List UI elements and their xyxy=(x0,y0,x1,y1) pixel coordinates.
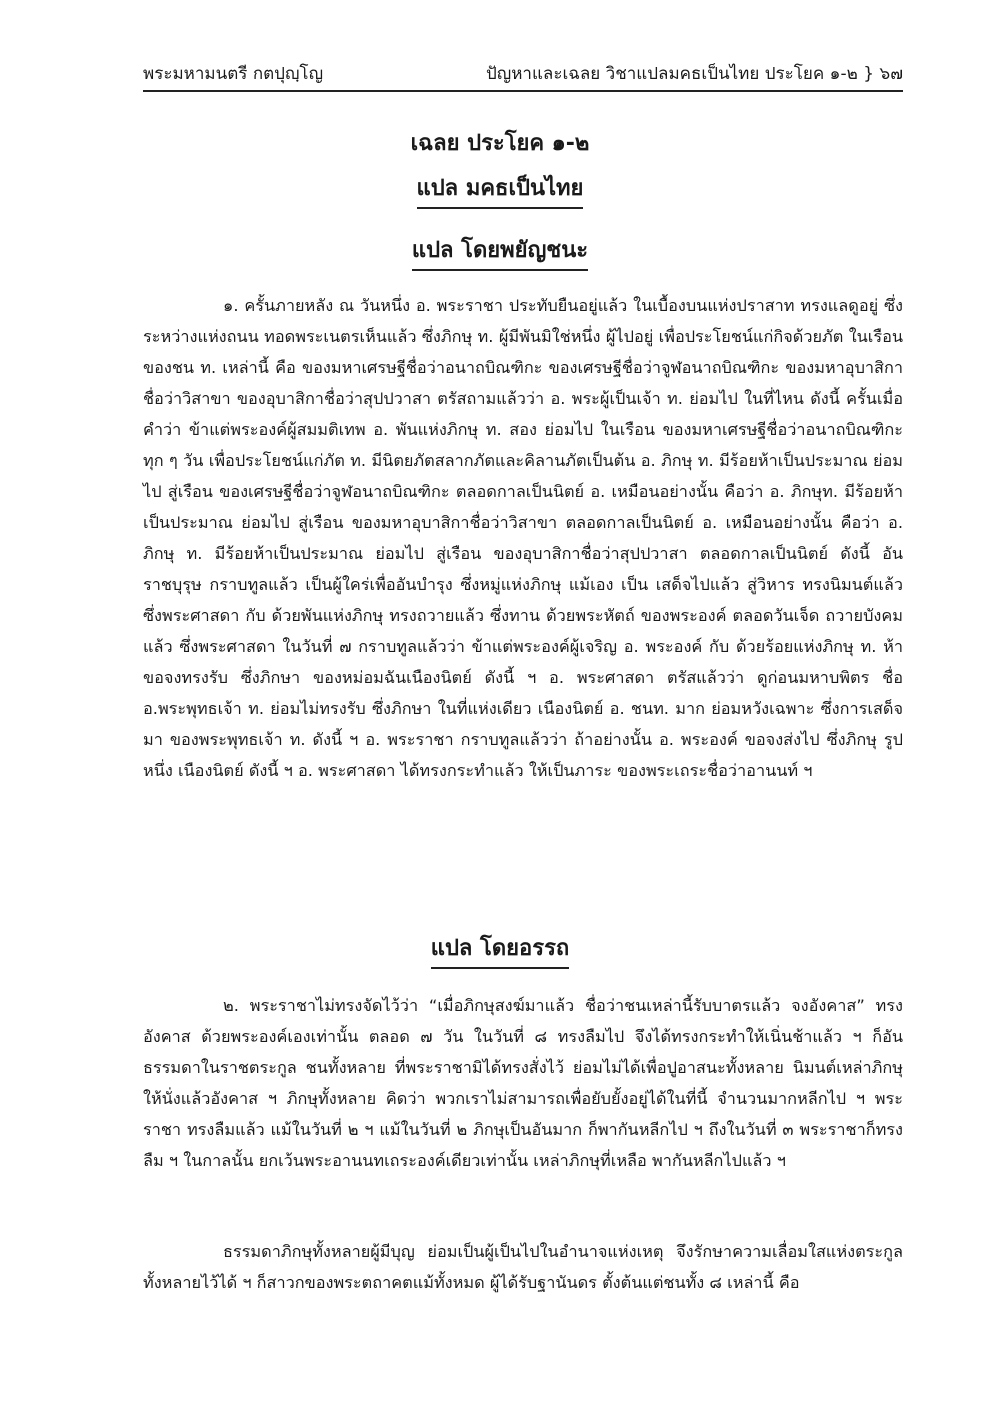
subtitle-text: แปล มคธเป็นไทย xyxy=(417,170,584,209)
header-author: พระมหามนตรี กตปุญฺโญ xyxy=(143,64,324,84)
paragraph-2: ๒. พระราชาไม่ทรงจัดไว้ว่า “เมื่อภิกษุสงฆ์มาแล้ว ชื่อว่าชนเหล่านี้รับบาตรแล้ว จงอังคาส” ทรงอังคาส ด้วยพระองค์เองเท่านั้น ตลอด ๗ วัน ในวันที่ ๘ ทรงลืมไป จึงได้ทรงกระทำให้เนิ่นช้าแล้ว ฯ ก็อันธรรมดาในราชตระกูล ชนทั้งหลาย ที่พระราชามิได้ทรงสั่งไว้ ย่อมไม่ได้เพื่อปูอาสนะทั้งหลาย นิมนต์เหล่าภิกษุให้นั่งแล้วอังคาส ฯ ภิกษุทั้งหลาย คิดว่า พวกเราไม่สามารถเพื่อยับยั้งอยู่ได้ในที่นี้ จำนวนมากหลีกไป ฯ พระราชา ทรงลืมแล้ว แม้ในวันที่ ๒ ฯ แม้ในวันที่ ๒ ภิกษุเป็นอันมาก ก็พากันหลีกไป ฯ ถึงในวันที่ ๓ พระราชาก็ทรงลืม ฯ ในกาลนั้น ยกเว้นพระอานนทเถระองค์เดียวเท่านั้น เหล่าภิกษุที่เหลือ พากันหลีกไปแล้ว ฯ xyxy=(143,996,903,1170)
section-heading-meaning xyxy=(0,930,1000,969)
main-title xyxy=(0,125,1000,162)
running-header xyxy=(143,60,903,92)
paragraph-3: ธรรมดาภิกษุทั้งหลายผู้มีบุญ ย่อมเป็นผู้เป็นไปในอำนาจแห่งเหตุ จึงรักษาความเลื่อมใสแห่งตระกูลทั้งหลายไว้ได้ ฯ ก็สาวกของพระตถาคตแม้ทั้งหมด ผู้ได้รับฐานันดร ตั้งต้นแต่ชนทั้ง ๘ เหล่านี้ คือ xyxy=(143,1242,903,1292)
main-title-text: เฉลย ประโยค ๑-๒ xyxy=(410,131,590,156)
section-heading-literal-text: แปล โดยพยัญชนะ xyxy=(412,232,588,271)
section-heading-literal xyxy=(0,232,1000,271)
header-title-page: ปัญหาและเฉลย วิชาแปลมคธเป็นไทย ประโยค ๑-๒ } ๖๗ xyxy=(485,64,903,84)
subtitle xyxy=(0,170,1000,209)
section-heading-meaning-text: แปล โดยอรรถ xyxy=(431,930,569,969)
paragraph-1: ๑. ครั้นภายหลัง ณ วันหนึ่ง อ. พระราชา ประทับยืนอยู่แล้ว ในเบื้องบนแห่งปราสาท ทรงแลดูอยู่ ซึ่งระหว่างแห่งถนน ทอดพระเนตรเห็นแล้ว ซึ่งภิกษุ ท. ผู้มีพันมิใช่หนึ่ง ผู้ไปอยู่ เพื่อประโยชน์แก่กิจด้วยภัต ในเรือน ของชน ท. เหล่านี้ คือ ของมหาเศรษฐีชื่อว่าอนาถบิณฑิกะ ของเศรษฐีชื่อว่าจูฬอนาถบิณฑิกะ ของมหาอุบาสิกาชื่อว่าวิสาขา ของอุบาสิกาชื่อว่าสุปปวาสา ตรัสถามแล้วว่า อ. พระผู้เป็นเจ้า ท. ย่อมไป ในที่ไหน ดังนี้ ครั้นเมื่อคำว่า ข้าแต่พระองค์ผู้สมมติเทพ อ. พันแห่งภิกษุ ท. สอง ย่อมไป ในเรือน ของมหาเศรษฐีชื่อว่าอนาถบิณฑิกะ ทุก ๆ วัน เพื่อประโยชน์แก่ภัต ท. มีนิตยภัตสลากภัตและคิลานภัตเป็นต้น อ. ภิกษุ ท. มีร้อยห้าเป็นประมาณ ย่อมไป สู่เรือน ของเศรษฐีชื่อว่าจูฬอนาถบิณฑิกะ ตลอดกาลเป็นนิตย์ อ. เหมือนอย่างนั้น คือว่า อ. ภิกษุท. มีร้อยห้าเป็นประมาณ ย่อมไป สู่เรือน ของมหาอุบาสิกาชื่อว่าวิสาขา ตลอดกาลเป็นนิตย์ อ. เหมือนอย่างนั้น คือว่า อ. ภิกษุ ท. มีร้อยห้าเป็นประมาณ ย่อมไป สู่เรือน ของอุบาสิกาชื่อว่าสุปปวาสา ตลอดกาลเป็นนิตย์ ดังนี้ อันราชบุรุษ กราบทูลแล้ว เป็นผู้ใคร่เพื่ออันบำรุง ซึ่งหมู่แห่งภิกษุ แม้เอง เป็น เสด็จไปแล้ว สู่วิหาร ทรงนิมนต์แล้ว ซึ่งพระศาสดา กับ ด้วยพันแห่งภิกษุ ทรงถวายแล้ว ซึ่งทาน ด้วยพระหัตถ์ ของพระองค์ ตลอดวันเจ็ด ถวายบังคมแล้ว ซึ่งพระศาสดา ในวันที่ ๗ กราบทูลแล้วว่า ข้าแต่พระองค์ผู้เจริญ อ. พระองค์ กับ ด้วยร้อยแห่งภิกษุ ท. ห้า ขอจงทรงรับ ซึ่งภิกษา ของหม่อมฉันเนืองนิตย์ ดังนี้ ฯ อ. พระศาสดา ตรัสแล้วว่า ดูก่อนมหาบพิตร ชื่อ อ.พระพุทธเจ้า ท. ย่อมไม่ทรงรับ ซึ่งภิกษา ในที่แห่งเดียว เนืองนิตย์ อ. ชนท. มาก ย่อมหวังเฉพาะ ซึ่งการเสด็จมา ของพระพุทธเจ้า ท. ดังนี้ ฯ อ. พระราชา กราบทูลแล้วว่า ถ้าอย่างนั้น อ. พระองค์ ขอจงส่งไป ซึ่งภิกษุ รูปหนึ่ง เนืองนิตย์ ดังนี้ ฯ อ. พระศาสดา ได้ทรงกระทำแล้ว ให้เป็นภาระ ของพระเถระชื่อว่าอานนท์ ฯ xyxy=(143,296,903,780)
